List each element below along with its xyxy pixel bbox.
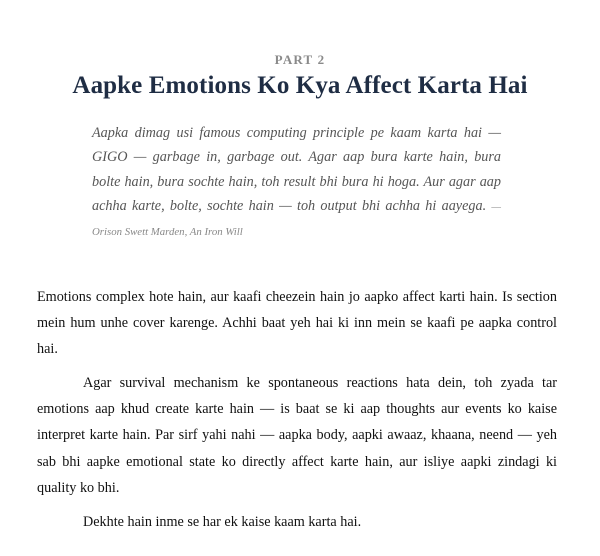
- epigraph: [92, 121, 501, 244]
- body-paragraph-1: Emotions complex hote hain, aur kaafi cheezein hain jo aapko affect karti hain. Is section mein hum unhe cover karenge. Achhi baat yeh hai ki inn mein se kaafi pe aapka control hai.: [37, 289, 557, 358]
- part-label: PART 2: [274, 52, 326, 67]
- body-paragraph-3: Dekhte hain inme se har ek kaise kaam karta hai.: [83, 514, 362, 530]
- body-paragraph-2: Agar survival mechanism ke spontaneous reactions hata dein, toh zyada tar emotions aap khud create karte hain — is baat se ki aap thoughts aur events ko kaise interpret karte hain. Par sirf yahi nahi — aapka body, aapki awaaz, khaana, neend — yeh sab bhi aapke emotional state ko directly affect karte hain, aur isliye aapki zindagi ki quality ko bhi.: [37, 375, 557, 496]
- chapter-title: Aapke Emotions Ko Kya Affect Karta Hai: [72, 72, 528, 99]
- epigraph-attribution: — Orison Swett Marden, An Iron Will: [92, 200, 502, 239]
- epigraph-quote: Aapka dimag usi famous computing principle pe kaam karta hai — GIGO — garbage in, garbage out. Agar aap bura karte hain, bura bolte hain, bura sochte hain, toh result bhi bura hi hoga. Aur agar aap achha karte, bolte, sochte hain — toh output bhi achha hi aayega.: [92, 125, 501, 214]
